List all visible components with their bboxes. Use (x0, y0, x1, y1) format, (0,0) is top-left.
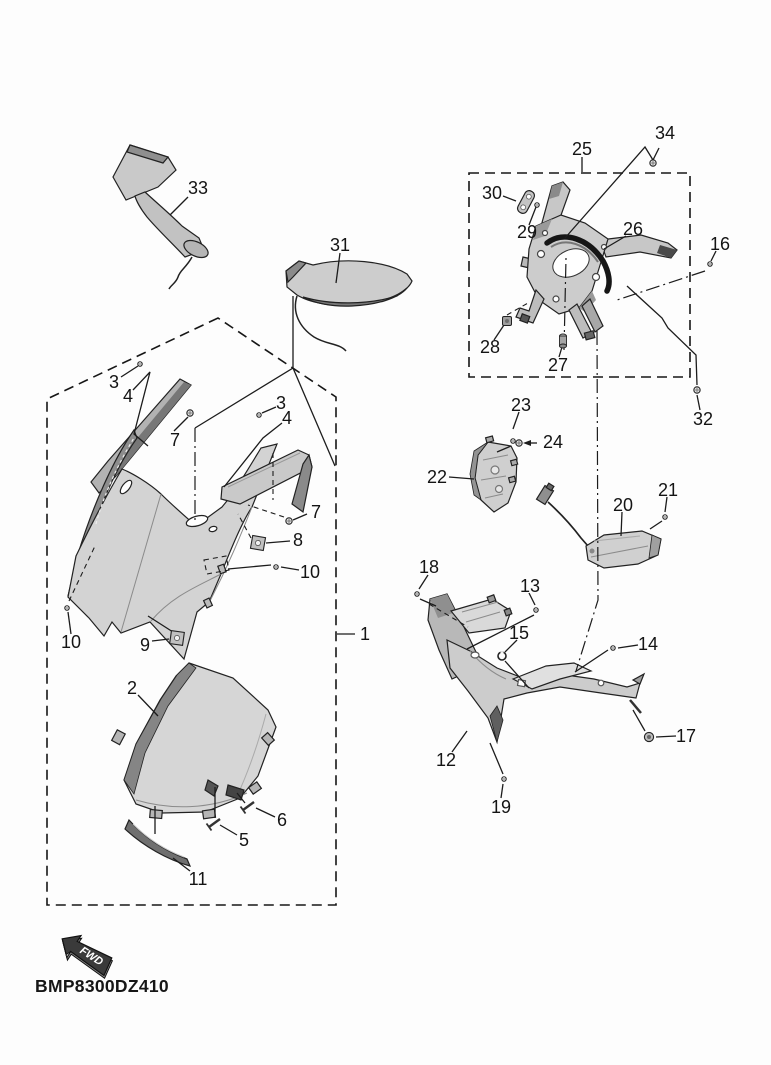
screw-34 (650, 160, 656, 166)
screw-7-left (187, 410, 193, 416)
screw-13 (534, 608, 539, 613)
part-callout-10-19: 10 (60, 632, 82, 652)
screw-14 (611, 646, 616, 651)
part-callout-5-24: 5 (238, 830, 250, 850)
stay-plate-part (516, 189, 536, 215)
part-callout-8-17: 8 (292, 530, 304, 550)
part-callout-7-13: 7 (169, 430, 181, 450)
parts-layer (68, 145, 677, 866)
position-lamp-part (537, 482, 661, 568)
clip-nut-9 (170, 631, 185, 646)
part-callout-16-7: 16 (709, 234, 731, 254)
part-callout-32-10: 32 (692, 409, 714, 429)
lamp-cable (548, 502, 592, 550)
screw-10-left (65, 606, 70, 611)
part-callout-3-11: 3 (108, 372, 120, 392)
part-callout-34-3: 34 (654, 123, 676, 143)
part-callout-29-5: 29 (516, 222, 538, 242)
screw-3-right (257, 413, 262, 418)
clip-nut-8 (250, 535, 265, 550)
part-callout-27-9: 27 (547, 355, 569, 375)
part-callout-19-37: 19 (490, 797, 512, 817)
part-callout-10-18: 10 (299, 562, 321, 582)
screw-32 (694, 387, 700, 393)
clip-15 (498, 652, 506, 660)
part-callout-20-29: 20 (612, 495, 634, 515)
part-callout-12-36: 12 (435, 750, 457, 770)
part-callout-23-26: 23 (510, 395, 532, 415)
screw-5 (207, 819, 221, 831)
part-callout-4-12: 4 (122, 386, 134, 406)
bolt-24 (516, 440, 522, 446)
part-callout-24-27: 24 (542, 432, 564, 452)
part-callout-31-1: 31 (329, 235, 351, 255)
screw-16 (708, 262, 713, 267)
screw-3-left (138, 362, 143, 367)
bolt-24-arrowhead (523, 440, 531, 446)
screw-23 (511, 439, 516, 444)
screw-18 (415, 592, 420, 597)
part-callout-9-20: 9 (139, 635, 151, 655)
screw-29 (535, 203, 540, 208)
part-callout-25-2: 25 (571, 139, 593, 159)
bolt-17 (644, 732, 653, 741)
part-callout-22-28: 22 (426, 467, 448, 487)
screw-10-right (274, 565, 279, 570)
part-callout-14-34: 14 (637, 634, 659, 654)
part-callout-28-8: 28 (479, 337, 501, 357)
bolt-27 (560, 334, 567, 348)
part-callout-1-21: 1 (359, 624, 371, 644)
meter-assembly-part (470, 436, 518, 512)
mirror-right-part (286, 261, 412, 351)
part-callout-33-0: 33 (187, 178, 209, 198)
part-code-text: BMP8300DZ410 (35, 976, 169, 996)
screw-7-right (286, 518, 292, 524)
part-callout-13-32: 13 (519, 576, 541, 596)
screw-21 (663, 515, 668, 520)
part-callout-3-14: 3 (275, 393, 287, 413)
nut-28 (503, 317, 512, 326)
screw-6 (241, 802, 255, 814)
mirror-left-cable (169, 257, 192, 289)
part-callout-2-22: 2 (126, 678, 138, 698)
part-callout-15-33: 15 (508, 623, 530, 643)
mirror-left-part (113, 145, 211, 289)
part-callout-6-23: 6 (276, 810, 288, 830)
part-callout-7-16: 7 (310, 502, 322, 522)
front-stay-bracket-part (516, 182, 677, 340)
fwd-label: FWD (77, 944, 106, 969)
windscreen-rubber-strip-part (125, 820, 190, 866)
part-callout-4-15: 4 (281, 408, 293, 428)
screw-19 (502, 777, 507, 782)
part-callout-26-6: 26 (622, 219, 644, 239)
part-callout-21-30: 21 (657, 480, 679, 500)
part-callout-11-25: 11 (188, 869, 208, 889)
inner-panel-assembly-part (428, 594, 644, 742)
fwd-direction-arrow (54, 928, 117, 983)
part-callout-18-31: 18 (418, 557, 440, 577)
part-callout-30-4: 30 (481, 183, 503, 203)
part-callout-17-35: 17 (675, 726, 697, 746)
